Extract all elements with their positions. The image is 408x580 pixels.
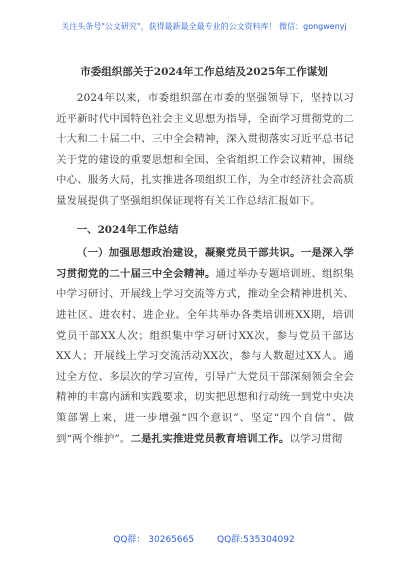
body-paragraph [56,243,354,449]
paragraph-bold-lead: （一）加强思想政治建设，凝聚党员干部共识。一是深入学习贯彻党的二十届三中全会精神。 [56,247,354,280]
footer-qq-group-2: QQ群:535304092 [216,535,295,545]
paragraph-bold-tail: 二是扎实推进党员教育培训工作。 [130,432,290,445]
footer [0,532,408,545]
document-title: 市委组织部关于2024年工作总结及2025年工作谋划 [80,66,328,78]
footer-qq-group-1: QQ群： 30265665 [113,535,195,545]
header-banner: 关注头条号"公文研究"，获得最新最全最专业的公文资料库！ 微信：gongwenyj [61,22,347,31]
section-heading [56,220,354,241]
paragraph-text-tail: 以学习贯彻 [289,432,343,445]
document-body [56,88,354,449]
intro-paragraph: 2024年以来，市委组织部在市委的坚强领导下，坚持以习近平新时代中国特色社会主义思想为指导，全面学习贯彻党的二十大和二十届二中、三中全会精神，深入贯彻落实习近平总书记关于党的建设的重要思想和全国、全省组织工作会议精神，围绕中心、服务大局，扎实推进各项组织工作，为全市经济社会高质量发展提供了坚强组织保证现将有关工作总结汇报如下。 [56,92,354,207]
section-heading-text: 一、2024年工作总结 [76,223,179,236]
paragraph-text: 通过举办专题培训班、组织集中学习研讨、开展线上学习交流等方式，推动全会精神进机关、进社区、进农村、进企业。全年共举办各类培训班XX期，培训党员干部XX人次；组织集中学习研讨XX次，参与党员干部达XX人；开展线上学习交流活动XX次，参与人数超过XX人。通过全方位、多层次的学习宣传，引导广大党员干部深刻领会全会精神的丰富内涵和实践要求，切实把思想和行动统一到党中央决策部署上来，进一步增强“四个意识”、坚定“四个自信”、做到“两个维护”。 [56,267,354,445]
